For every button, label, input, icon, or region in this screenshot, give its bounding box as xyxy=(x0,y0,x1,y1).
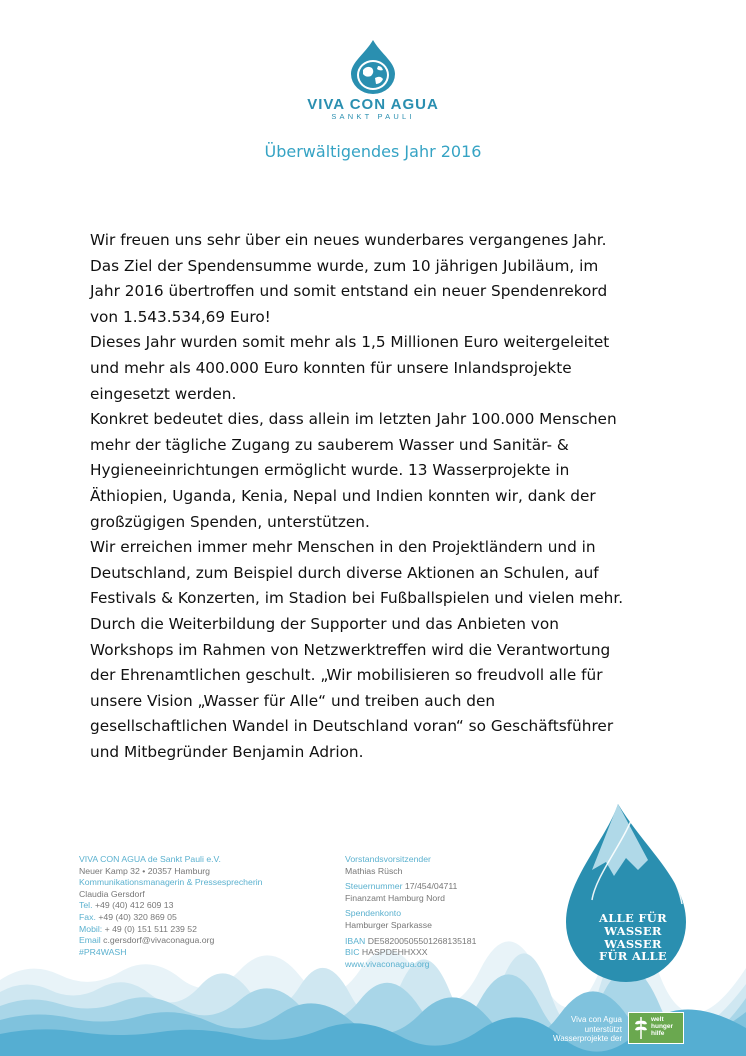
tel-label: Tel. xyxy=(79,900,93,911)
body-line: Festivals & Konzerten, im Stadion bei Fußballspielen und vielen mehr. xyxy=(90,589,624,608)
partner-line: unterstützt xyxy=(584,1024,622,1034)
contact-fax xyxy=(79,912,263,924)
contact-email xyxy=(79,935,263,947)
water-drop-globe-icon xyxy=(345,38,401,94)
bic-value: HASPDEHHXXX xyxy=(361,947,428,958)
body-line: gesellschaftlichen Wandel in Deutschland voran“ so Geschäftsführer xyxy=(90,717,614,736)
body-line: Wir erreichen immer mehr Menschen in den Projektländern und in xyxy=(90,538,596,557)
body-line: großzügigen Spenden, unterstützen. xyxy=(90,512,370,531)
body-line: Dieses Jahr wurden somit mehr als 1,5 Millionen Euro weitergeleitet xyxy=(90,333,610,352)
whh-wordmark xyxy=(651,1016,673,1037)
page-title: Überwältigendes Jahr 2016 xyxy=(264,142,482,161)
email-label: Email xyxy=(79,935,101,946)
tel-value: +49 (40) 412 609 13 xyxy=(94,900,174,911)
body-line: Jahr 2016 übertroffen und somit entstand ein neuer Spendenrekord xyxy=(90,282,608,301)
whh-word: hilfe xyxy=(651,1030,665,1037)
bank-name: Hamburger Sparkasse xyxy=(345,919,432,930)
email-value[interactable]: c.gersdorf@vivaconagua.org xyxy=(103,935,215,946)
wheat-icon xyxy=(632,1015,650,1041)
brand-subtitle: SANKT PAULI xyxy=(331,112,415,121)
contact-name: Claudia Gersdorf xyxy=(79,888,145,899)
body-line: Das Ziel der Spendensumme wurde, zum 10 jährigen Jubiläum, im xyxy=(90,256,599,275)
iban-row xyxy=(345,936,476,948)
tax-label: Steuernummer xyxy=(345,881,403,892)
contact-tel xyxy=(79,900,263,912)
body-line: Workshops im Rahmen von Netzwerktreffen wird die Verantwortung xyxy=(90,640,611,659)
account-label: Spendenkonto xyxy=(345,908,402,919)
press-release-body xyxy=(90,228,670,765)
body-line: der Ehrenamtlichen geschult. „Wir mobilisieren so freudvoll alle für xyxy=(90,666,603,685)
partner-note xyxy=(540,1015,622,1044)
board-name: Mathias Rüsch xyxy=(345,865,403,876)
tax-row xyxy=(345,881,476,893)
org-name: VIVA CON AGUA de Sankt Pauli e.V. xyxy=(79,854,221,864)
welthungerhilfe-logo xyxy=(628,1012,684,1044)
body-line: und Mitbegründer Benjamin Adrion. xyxy=(90,742,364,761)
bic-label: BIC xyxy=(345,947,360,958)
body-line: Deutschland, zum Beispiel durch diverse Aktionen an Schulen, auf xyxy=(90,563,599,582)
body-line: Konkret bedeutet dies, dass allein im letzten Jahr 100.000 Menschen xyxy=(90,410,617,429)
partner-line: Wasserprojekte der xyxy=(552,1034,622,1044)
body-line: Äthiopien, Uganda, Kenia, Nepal und Indien konnten wir, dank der xyxy=(90,486,596,505)
mobil-label: Mobil: xyxy=(79,923,103,934)
iban-label: IBAN xyxy=(345,935,366,946)
body-line: von 1.543.534,69 Euro! xyxy=(90,307,271,326)
footer-contact xyxy=(79,854,263,958)
body-line: unsere Vision „Wasser für Alle“ und treiben auch den xyxy=(90,691,496,710)
viva-con-agua-logo xyxy=(290,38,456,128)
tax-office: Finanzamt Hamburg Nord xyxy=(345,892,445,903)
partner-line: Viva con Agua xyxy=(570,1015,622,1024)
mobil-value: + 49 (0) 151 511 239 52 xyxy=(104,923,197,934)
board-label: Vorstandsvorsitzender xyxy=(345,854,431,864)
org-address: Neuer Kamp 32 • 20357 Hamburg xyxy=(79,865,211,876)
contact-role: Kommunikationsmanagerin & Pressesprecherin xyxy=(79,877,263,888)
drop-slogan-line: WASSER xyxy=(604,923,662,938)
body-line: eingesetzt werden. xyxy=(90,384,237,403)
website-link[interactable]: www.vivaconagua.org xyxy=(345,958,430,969)
body-line: und mehr als 400.000 Euro konnten für unsere Inlandsprojekte xyxy=(90,358,572,377)
drop-slogan-line: FÜR ALLE xyxy=(598,949,667,964)
body-line: Hygieneeinrichtungen ermöglicht wurde. 13 Wasserprojekte in xyxy=(90,461,570,480)
drop-slogan xyxy=(588,912,678,963)
footer-legal xyxy=(345,854,476,970)
whh-word: welt xyxy=(651,1016,664,1023)
tax-value: 17/454/04711 xyxy=(404,881,458,892)
whh-word: hunger xyxy=(651,1023,674,1030)
fax-label: Fax. xyxy=(79,911,96,922)
body-line: mehr der tägliche Zugang zu sauberem Wasser und Sanitär- & xyxy=(90,435,569,454)
iban-value: DE58200505501268135181 xyxy=(367,935,477,946)
fax-value: +49 (40) 320 869 05 xyxy=(98,911,177,922)
hashtag: #PR4WASH xyxy=(79,946,127,957)
contact-mobil xyxy=(79,924,263,936)
drop-slogan-line: ALLE FÜR xyxy=(598,911,667,925)
brand-name: VIVA CON AGUA xyxy=(307,96,439,113)
bic-row xyxy=(345,947,476,959)
body-line: Durch die Weiterbildung der Supporter und das Anbieten von xyxy=(90,614,559,633)
body-line: Wir freuen uns sehr über ein neues wunderbares vergangenes Jahr. xyxy=(90,231,607,249)
drop-slogan-line: WASSER xyxy=(604,936,662,951)
